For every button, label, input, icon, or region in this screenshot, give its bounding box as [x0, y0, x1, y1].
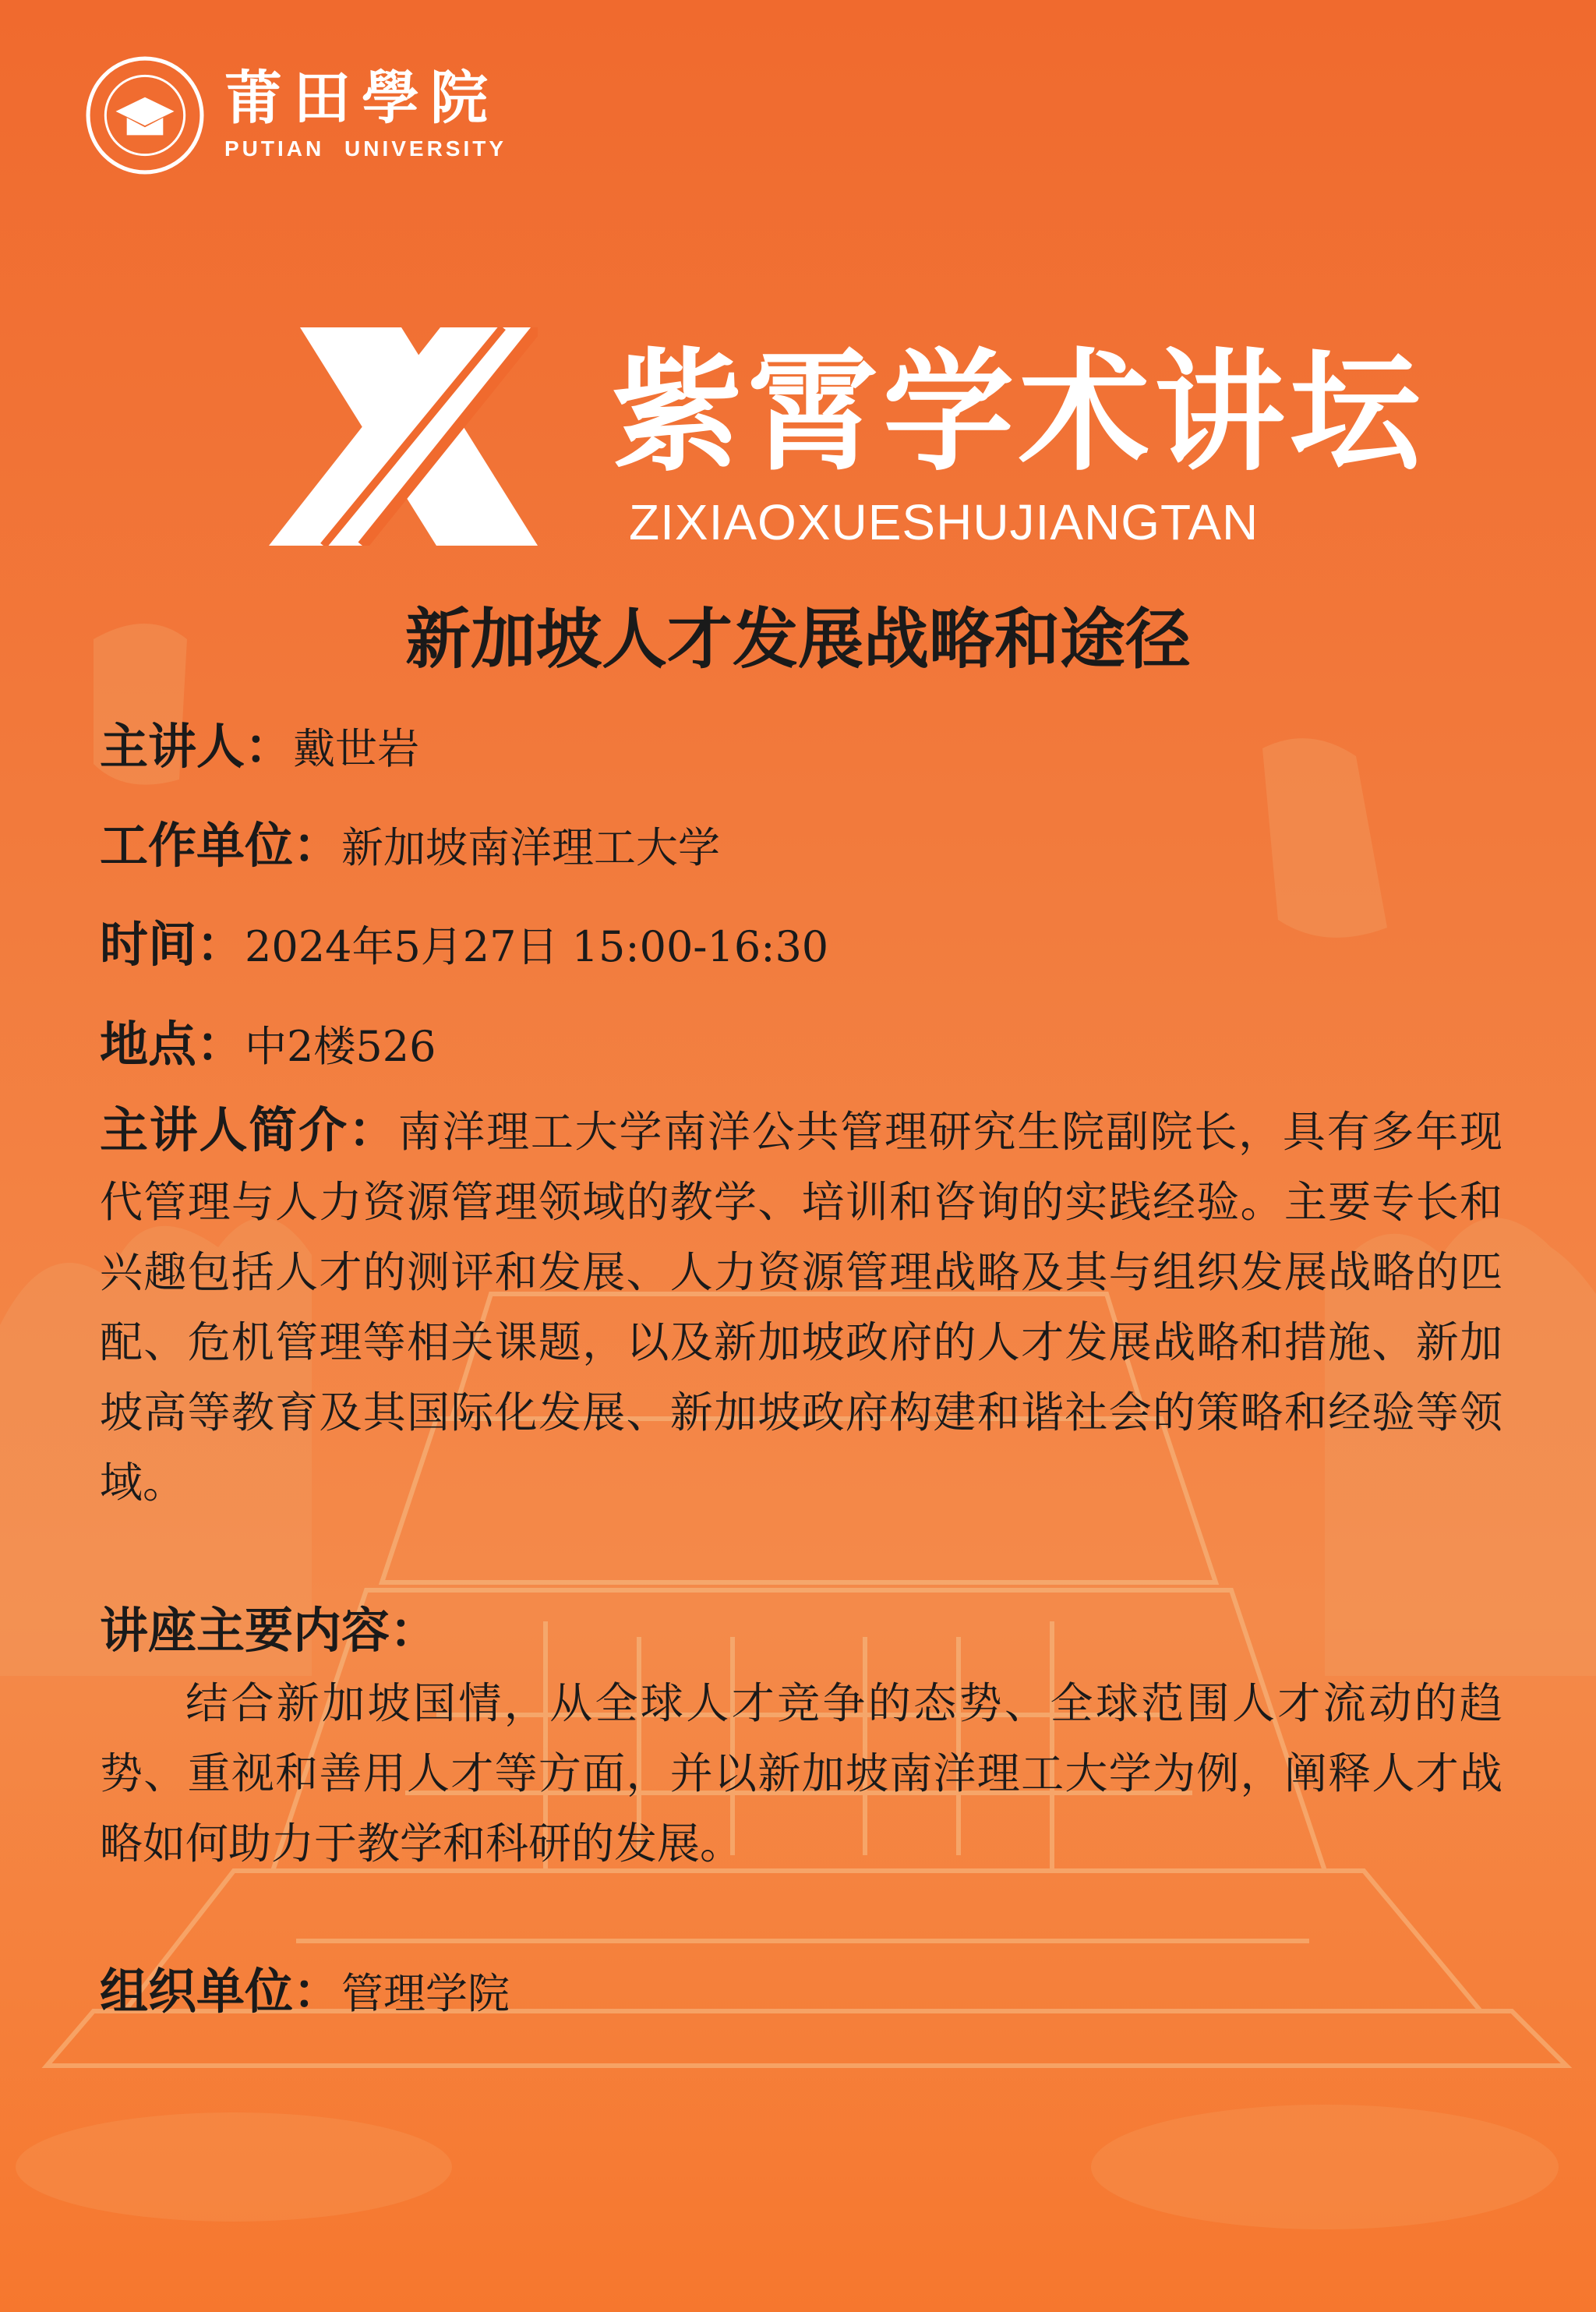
time-value: 2024年5月27日 15:00-16:30 [245, 922, 829, 971]
bio-label: 主讲人简介： [100, 1101, 398, 1158]
lecture-content-heading: 讲座主要内容： [100, 1602, 439, 1659]
speaker-value: 戴世岩 [293, 724, 420, 773]
affiliation-value: 新加坡南洋理工大学 [341, 823, 721, 872]
lecture-title: 新加坡人才发展战略和途径 [404, 601, 1191, 677]
location-value: 中2楼526 [245, 1022, 436, 1071]
university-name-en: PUTIAN UNIVERSITY [224, 136, 507, 161]
speaker-label: 主讲人： [100, 718, 294, 775]
university-logo [86, 56, 507, 175]
speaker-row [100, 716, 419, 779]
affiliation-label: 工作单位： [100, 817, 342, 874]
location-label: 地点： [100, 1016, 245, 1073]
lecture-series-name: 紫霄学术讲坛 [612, 336, 1425, 489]
lecture-series-brand [269, 327, 1425, 561]
organizer-label: 组织单位： [100, 1963, 342, 2020]
location-row [100, 1013, 436, 1076]
university-name-cn: 莆田學院 [224, 65, 499, 132]
lecture-content-text: 结合新加坡国情，从全球人才竞争的态势、全球范围人才流动的趋势、重视和善用人才等方面，并以新加坡南洋理工大学为例，阐释人才战略如何助力于教学和科研的发展。 [100, 1678, 1502, 1868]
university-seal-icon [86, 56, 204, 175]
bio-text: 南洋理工大学南洋公共管理研究生院副院长，具有多年现代管理与人力资源管理领域的教学、培训和咨询的实践经验。主要专长和兴趣包括人才的测评和发展、人力资源管理战略及其与组织发展战略的匹配、危机管理等相关课题，以及新加坡政府的人才发展战略和措施、新加坡高等教育及其国际化发展、新加坡政府构建和谐社会的策略和经验等领域。 [100, 1107, 1502, 1508]
organizer-value: 管理学院 [341, 1969, 510, 2018]
lecture-series-pinyin: ZIXIAOXUESHUJIANGTAN [629, 494, 1259, 550]
time-row [100, 914, 828, 977]
organizer-row [100, 1960, 510, 2024]
affiliation-row [100, 815, 720, 878]
lecture-series-mark-icon [269, 327, 538, 546]
time-label: 时间： [100, 916, 245, 973]
speaker-bio [100, 1095, 1502, 1518]
